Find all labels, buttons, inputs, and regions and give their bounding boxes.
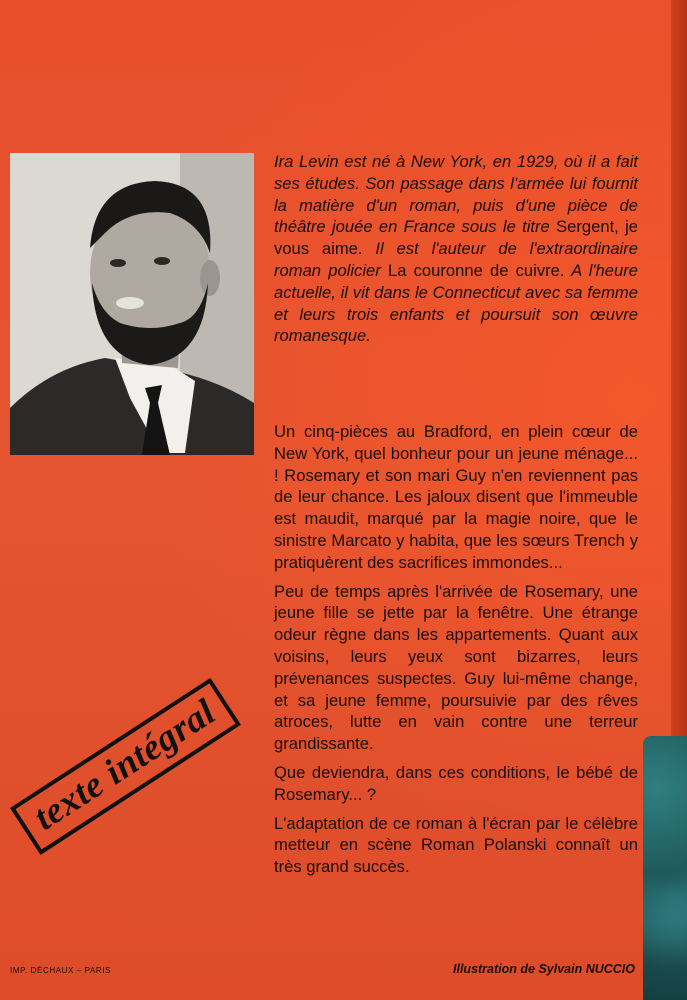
author-biography <box>274 151 638 347</box>
bio-book-title: Sergent, je vous aime. <box>274 217 639 259</box>
synopsis <box>274 421 638 885</box>
bio-text: Il est l'auteur de l'extraordinaire roman policier <box>274 239 638 280</box>
bio-book-title: La couronne de cuivre. <box>387 260 565 280</box>
printer-imprint: IMP. DÉCHAUX – PARIS <box>10 966 112 975</box>
author-photo <box>10 153 254 455</box>
illustration-fragment <box>643 736 687 1000</box>
bio-text: A l'heure actuelle, il vit dans le Connecticut avec sa femme et leurs trois enfants et poursuit son œuvre romanesque. <box>274 260 638 346</box>
synopsis-paragraph: Que deviendra, dans ces conditions, le bébé de Rosemary... ? <box>274 762 638 804</box>
texte-integral-stamp: texte intégral <box>10 678 241 855</box>
synopsis-paragraph: L'adaptation de ce roman à l'écran par le célèbre metteur en scène Roman Polanski connaît un très grand succès. <box>274 813 638 877</box>
bio-text: Ira Levin est né à New York, en 1929, où il a fait ses études. Son passage dans l'armée lui fournit la matière d'un roman, puis d'une pièce de théâtre jouée en France sous le titre <box>274 152 638 237</box>
illustration-credit: Illustration de Sylvain NUCCIO <box>453 962 635 976</box>
synopsis-paragraph: Peu de temps après l'arrivée de Rosemary, une jeune fille se jette par la fenêtre. Une étrange odeur règne dans les appartements. Quant aux voisins, leurs yeux sont bizarres, leurs prévenances suspectes. Guy lui-même change, et sa jeune femme, poursuivie par des rêves atroces, lutte en vain contre une terreur grandissante. <box>274 581 638 754</box>
synopsis-paragraph: Un cinq-pièces au Bradford, en plein cœur de New York, quel bonheur pour un jeune ménage... ! Rosemary et son mari Guy n'en reviennent pas de leur chance. Les jaloux disent que l'immeuble est maudit, marqué par la magie noire, que le sinistre Marcato y habita, que les sœurs Trench y pratiquèrent des sacrifices immondes... <box>274 422 638 572</box>
